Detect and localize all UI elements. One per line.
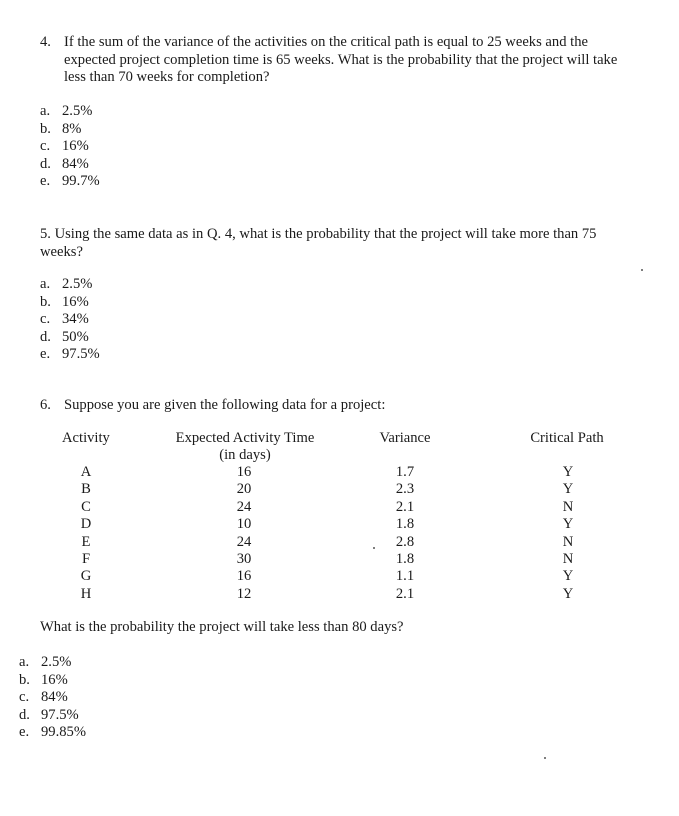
option-text: 8% bbox=[62, 120, 82, 137]
critical-cell: N bbox=[562, 533, 574, 550]
option-letter: d. bbox=[40, 328, 51, 345]
variance-cell: 1.8 bbox=[395, 550, 415, 567]
q6-intro-line: Suppose you are given the following data for a project: bbox=[64, 397, 386, 413]
activity-cell: C bbox=[81, 498, 91, 515]
variance-column bbox=[387, 464, 423, 603]
header-activity: Activity bbox=[62, 430, 110, 446]
option-text: 16% bbox=[62, 293, 89, 310]
option-letter: d. bbox=[40, 155, 51, 172]
option-letter: e. bbox=[40, 346, 51, 362]
time-cell: 10 bbox=[236, 516, 252, 533]
option-letter: a. bbox=[40, 103, 51, 119]
time-cell: 20 bbox=[236, 481, 252, 498]
time-cell: 12 bbox=[236, 585, 252, 602]
q6-option-c[interactable] bbox=[19, 689, 68, 707]
time-cell: 24 bbox=[236, 498, 252, 515]
option-letter: d. bbox=[19, 706, 30, 723]
activity-cell: H bbox=[80, 585, 92, 602]
variance-cell: 2.8 bbox=[395, 533, 415, 550]
q4-text bbox=[64, 34, 617, 87]
option-letter: a. bbox=[19, 654, 30, 670]
scan-speck bbox=[641, 269, 643, 271]
q5-option-d[interactable] bbox=[40, 329, 89, 347]
option-text: 97.5% bbox=[41, 706, 79, 723]
variance-cell: 2.3 bbox=[395, 481, 415, 498]
q6-option-e[interactable] bbox=[19, 724, 86, 742]
critical-cell: Y bbox=[562, 585, 574, 602]
option-letter: b. bbox=[40, 293, 51, 310]
q4-option-a[interactable] bbox=[40, 103, 92, 121]
scan-speck bbox=[544, 757, 546, 759]
option-text: 34% bbox=[62, 311, 89, 327]
q4-line-1: If the sum of the variance of the activities on the critical path is equal to 25 weeks and the bbox=[64, 34, 588, 50]
q4-number: 4. bbox=[40, 34, 51, 50]
option-letter: c. bbox=[19, 689, 30, 705]
critical-cell: Y bbox=[562, 481, 574, 498]
option-text: 2.5% bbox=[62, 103, 93, 119]
option-letter: b. bbox=[19, 671, 30, 688]
expected-time-column bbox=[226, 464, 262, 603]
q6-option-d[interactable] bbox=[19, 707, 79, 725]
q6-intro bbox=[64, 397, 385, 415]
q5-option-b[interactable] bbox=[40, 294, 89, 312]
option-text: 16% bbox=[41, 671, 68, 688]
header-expected-time: Expected Activity Time bbox=[175, 430, 315, 446]
activity-cell: F bbox=[81, 550, 91, 567]
q4-line-3: less than 70 weeks for completion? bbox=[64, 69, 270, 85]
time-cell: 16 bbox=[236, 568, 252, 585]
critical-cell: N bbox=[562, 498, 574, 515]
q5-option-a[interactable] bbox=[40, 276, 92, 294]
option-letter: c. bbox=[40, 311, 51, 327]
activity-cell: A bbox=[80, 464, 92, 480]
option-text: 99.7% bbox=[62, 173, 100, 189]
q5-line-1: 5. Using the same data as in Q. 4, what is the probability that the project will take more than 75 bbox=[40, 226, 597, 242]
critical-cell: Y bbox=[562, 464, 574, 480]
q5-option-e[interactable] bbox=[40, 346, 100, 364]
time-cell: 16 bbox=[236, 464, 252, 480]
option-text: 99.85% bbox=[41, 724, 86, 740]
option-text: 16% bbox=[62, 138, 89, 154]
option-text: 2.5% bbox=[41, 654, 72, 670]
variance-cell: 1.1 bbox=[395, 568, 415, 585]
q5-line-2: weeks? bbox=[40, 243, 83, 260]
header-expected-time-unit: (in days) bbox=[219, 447, 271, 463]
variance-cell: 2.1 bbox=[395, 498, 415, 515]
q4-option-c[interactable] bbox=[40, 138, 89, 156]
option-text: 50% bbox=[62, 328, 89, 345]
q6-number: 6. bbox=[40, 397, 51, 413]
q6-option-a[interactable] bbox=[19, 654, 71, 672]
option-text: 2.5% bbox=[62, 276, 93, 292]
activity-cell: G bbox=[80, 568, 92, 585]
critical-cell: Y bbox=[562, 568, 574, 585]
header-variance: Variance bbox=[379, 430, 431, 446]
option-text: 84% bbox=[62, 155, 89, 172]
q6-question bbox=[40, 619, 404, 637]
option-letter: c. bbox=[40, 138, 51, 154]
variance-cell: 1.7 bbox=[395, 464, 415, 480]
option-text: 97.5% bbox=[62, 346, 100, 362]
time-cell: 30 bbox=[236, 550, 252, 567]
q5-text bbox=[40, 226, 596, 261]
q6-option-b[interactable] bbox=[19, 672, 68, 690]
variance-cell: 2.1 bbox=[395, 585, 415, 602]
activity-cell: D bbox=[80, 516, 92, 533]
activity-cell: B bbox=[81, 481, 91, 498]
header-critical-path: Critical Path bbox=[530, 430, 604, 446]
q4-option-d[interactable] bbox=[40, 156, 89, 174]
option-letter: b. bbox=[40, 120, 51, 137]
q4-option-e[interactable] bbox=[40, 173, 100, 191]
q5-option-c[interactable] bbox=[40, 311, 89, 329]
option-letter: a. bbox=[40, 276, 51, 292]
scan-speck bbox=[373, 547, 375, 549]
option-letter: e. bbox=[40, 173, 51, 189]
critical-cell: N bbox=[562, 550, 574, 567]
activity-column bbox=[74, 464, 98, 603]
q6-question-line: What is the probability the project will take less than 80 days? bbox=[40, 619, 404, 635]
q4-option-b[interactable] bbox=[40, 121, 81, 139]
time-cell: 24 bbox=[236, 533, 252, 550]
variance-cell: 1.8 bbox=[395, 516, 415, 533]
critical-path-column bbox=[556, 464, 580, 603]
option-text: 84% bbox=[41, 689, 68, 705]
q4-line-2: expected project completion time is 65 weeks. What is the probability that the project will take bbox=[64, 51, 618, 68]
option-letter: e. bbox=[19, 724, 30, 740]
critical-cell: Y bbox=[562, 516, 574, 533]
activity-cell: E bbox=[81, 533, 91, 550]
